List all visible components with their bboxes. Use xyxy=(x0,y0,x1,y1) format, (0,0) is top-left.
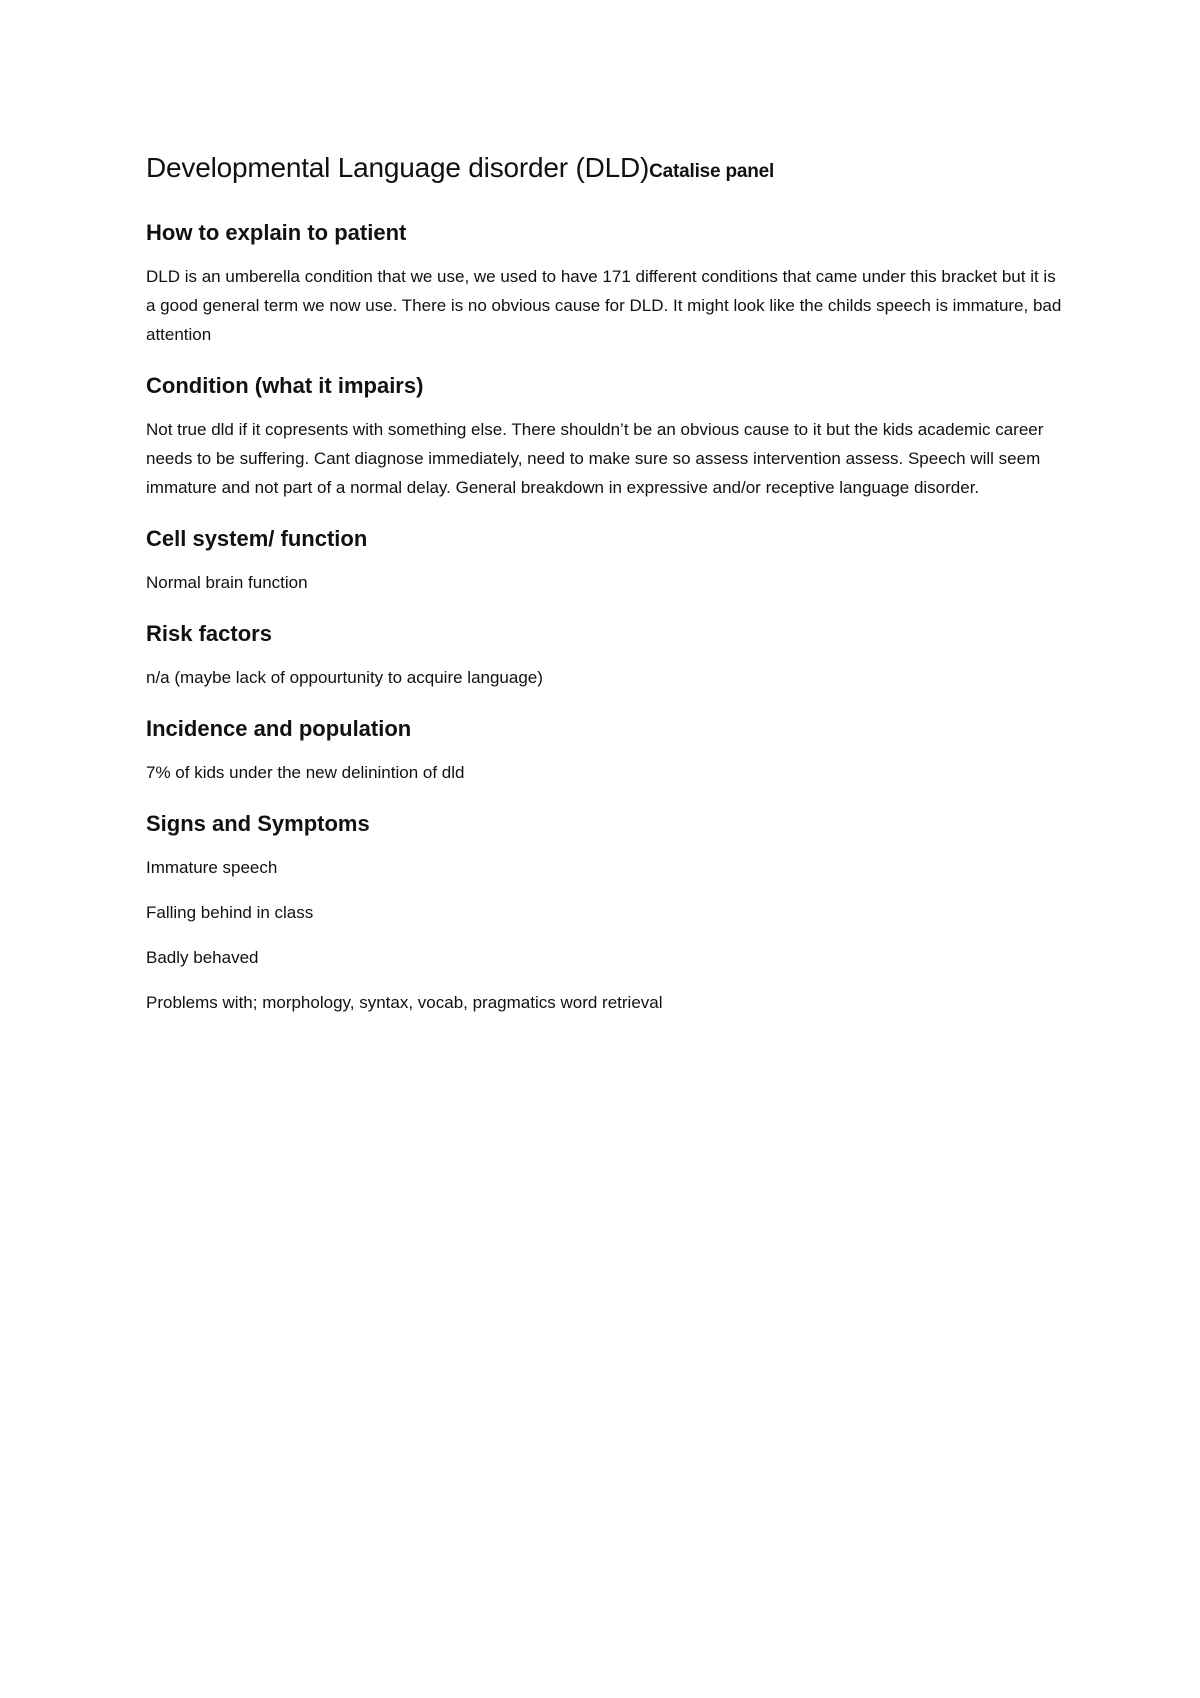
symptom-item: Falling behind in class xyxy=(146,903,314,922)
section-risk-factors xyxy=(146,619,1066,692)
section-how-to-explain xyxy=(146,218,1066,349)
section-heading: Incidence and population xyxy=(146,716,412,741)
section-paragraph: DLD is an umberella condition that we use, we used to have 171 different conditions that came under this bracket but it is a good general term we now use. There is no obvious cause for DLD. It might look like the childs speech is immature, bad attention xyxy=(146,267,1062,344)
section-heading: Cell system/ function xyxy=(146,526,368,551)
section-signs-symptoms xyxy=(146,809,1066,1017)
title-main: Developmental Language disorder (DLD) xyxy=(146,152,650,183)
section-paragraph: 7% of kids under the new delinintion of dld xyxy=(146,763,465,782)
section-heading: Signs and Symptoms xyxy=(146,811,370,836)
document-page xyxy=(146,148,1066,1033)
symptom-item: Immature speech xyxy=(146,858,278,877)
document-title xyxy=(146,148,1066,192)
section-paragraph: Normal brain function xyxy=(146,573,308,592)
title-subtitle: Catalise panel xyxy=(649,161,775,182)
section-incidence xyxy=(146,714,1066,787)
section-cell-system xyxy=(146,524,1066,597)
section-heading: Risk factors xyxy=(146,621,272,646)
section-heading: Condition (what it impairs) xyxy=(146,373,424,398)
section-heading: How to explain to patient xyxy=(146,220,407,245)
symptom-item: Badly behaved xyxy=(146,948,259,967)
section-paragraph: Not true dld if it copresents with something else. There shouldn’t be an obvious cause to it but the kids academic career needs to be suffering. Cant diagnose immediately, need to make sure so assess intervention assess. Speech will seem immature and not part of a normal delay. General breakdown in expressive and/or receptive language disorder. xyxy=(146,420,1044,497)
section-condition xyxy=(146,371,1066,502)
symptom-item: Problems with; morphology, syntax, vocab, pragmatics word retrieval xyxy=(146,993,663,1012)
section-paragraph: n/a (maybe lack of oppourtunity to acquire language) xyxy=(146,668,543,687)
